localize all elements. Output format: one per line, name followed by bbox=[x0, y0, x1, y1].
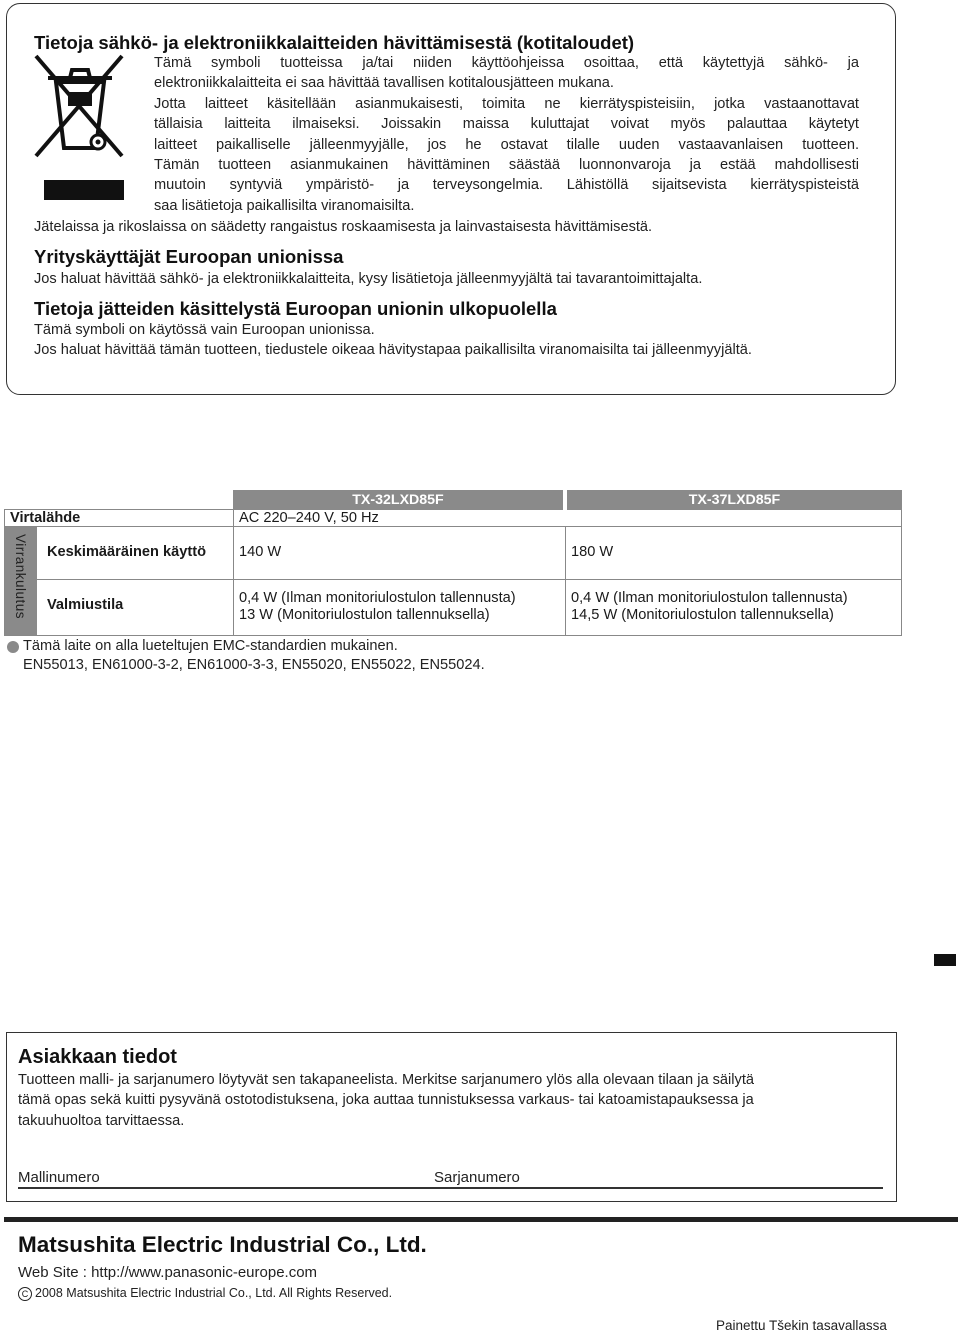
avg-use-model1: 140 W bbox=[239, 544, 282, 560]
model-header-2: TX-37LXD85F bbox=[567, 490, 902, 510]
weee-title: Tietoja sähkö- ja elektroniikkalaitteiden hävittämisestä (kotitaloudet) bbox=[34, 32, 635, 53]
emc-note: Tämä laite on alla lueteltujen EMC-standardien mukainen. EN55013, EN61000-3-2, EN61000-3-3, EN55020, EN55022, EN55024. bbox=[23, 638, 485, 673]
standby-model2: 0,4 W (Ilman monitoriulostulon tallennusta) 14,5 W (Monitoriulostulon tallennuksella) bbox=[571, 590, 848, 623]
serial-number-label: Sarjanumero bbox=[434, 1169, 520, 1186]
copyright-icon: C bbox=[18, 1287, 32, 1301]
weee-line: elektroniikkalaitteita ei saa hävittää tavallisen kotitalousjätteen mukana. bbox=[154, 75, 614, 92]
power-source-label: Virtalähde bbox=[10, 510, 81, 526]
record-underline bbox=[18, 1187, 883, 1189]
weee-line: Tämän tuotteen asianmukainen hävittäminen säästää luonnonvaroja ja estää mahdollisesti bbox=[154, 157, 859, 174]
website: Web Site : http://www.panasonic-europe.com bbox=[18, 1264, 318, 1281]
power-source-value: AC 220–240 V, 50 Hz bbox=[239, 510, 379, 526]
outside-eu-text: Tämä symboli on käytössä vain Euroopan unionissa. Jos haluat hävittää tämän tuotteen, tiedustele oikeaa hävitystapaa paikallisilta viranomaisilta tai jälleenmyyjältä. bbox=[34, 322, 752, 359]
weee-line: muutoin syntyviä ympäristö- ja terveysongelmia. Lähistöllä sijaitsevista kierrätyspisteistä bbox=[154, 177, 859, 194]
weee-line: saa lisätietoja paikallisilta viranomaisilta. bbox=[154, 197, 415, 214]
outside-eu-title: Tietoja jätteiden käsittelystä Euroopan unionin ulkopuolella bbox=[34, 298, 557, 319]
weee-line: laitteet paikalliselle jälleenmyyjälle, jos he ostavat tilalle uuden vastaavanlaisen tuotteen. bbox=[154, 136, 859, 153]
section-tab-marker bbox=[934, 954, 956, 966]
avg-use-label: Keskimääräinen käyttö bbox=[47, 544, 206, 560]
standby-label: Valmiustila bbox=[47, 597, 124, 613]
customer-text: Tuotteen malli- ja sarjanumero löytyvät sen takapaneelista. Merkitse sarjanumero ylös alla olevaan tilaan ja säilytä tämä opas sekä kuitti pysyvänä ostotodistuksena, joka auttaa tunnistuksessa varkaus- tai katoamistapauksessa ja takuuhuoltoa tarvittaessa. bbox=[18, 1072, 754, 1129]
consumption-label: Virrankulutus bbox=[13, 534, 28, 620]
customer-title: Asiakkaan tiedot bbox=[18, 1046, 177, 1068]
company-name: Matsushita Electric Industrial Co., Ltd. bbox=[18, 1232, 427, 1257]
business-users-title: Yrityskäyttäjät Euroopan unionissa bbox=[34, 246, 344, 267]
crossed-out-bin-icon bbox=[34, 52, 126, 202]
weee-line: Jotta laitteet käsitellään asianmukaisesti, toimita ne kierrätyspisteisiin, jotka vastaanottavat bbox=[154, 95, 859, 112]
bullet-icon bbox=[7, 641, 19, 653]
weee-line: tällaisia laitteita ilmaiseksi. Joissakin maissa kuluttajat voivat myös palauttaa käytetyt bbox=[154, 116, 859, 133]
model-header-1: TX-32LXD85F bbox=[233, 490, 563, 510]
standby-model1: 0,4 W (Ilman monitoriulostulon tallennusta) 13 W (Monitoriulostulon tallennuksella) bbox=[239, 590, 516, 623]
spec-table bbox=[4, 490, 902, 636]
weee-body bbox=[154, 53, 859, 216]
printed-in: Painettu Tšekin tasavallassa bbox=[716, 1318, 887, 1333]
model-number-label: Mallinumero bbox=[18, 1169, 100, 1186]
copyright-text: 2008 Matsushita Electric Industrial Co., Ltd. All Rights Reserved. bbox=[35, 1286, 393, 1300]
footer-rule bbox=[4, 1217, 958, 1222]
avg-use-model2: 180 W bbox=[571, 544, 614, 560]
business-users-text: Jos haluat hävittää sähkö- ja elektroniikkalaitteita, kysy lisätietoja jälleenmyyjältä tai tavarantoimittajalta. bbox=[34, 271, 703, 287]
weee-penalty: Jätelaissa ja rikoslaissa on säädetty rangaistus roskaamisesta ja lainvastaisesta hävittämisestä. bbox=[34, 219, 653, 235]
weee-line: Tämä symboli tuotteissa ja/tai niiden käyttöohjeissa osoittaa, että käytettyjä sähkö- ja bbox=[154, 55, 859, 71]
